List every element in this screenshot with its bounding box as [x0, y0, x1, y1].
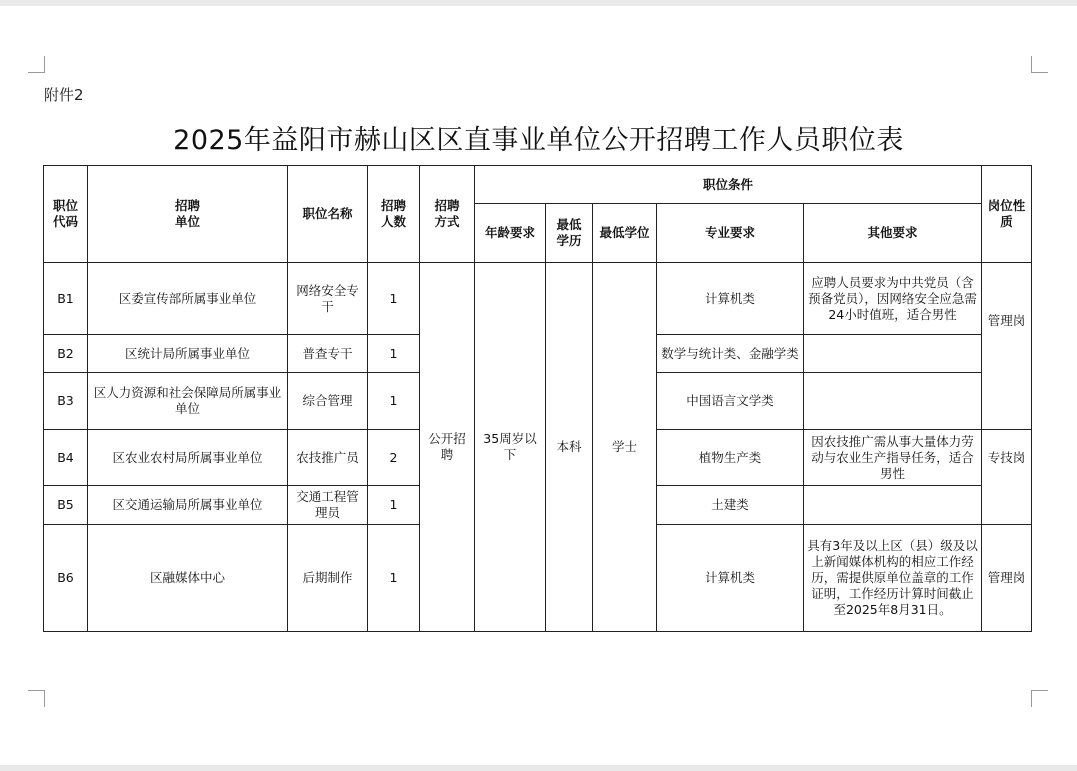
header-position: 职位名称 — [288, 166, 368, 263]
header-education: 最低 学历 — [546, 204, 593, 263]
crop-mark-top-right — [1031, 56, 1048, 73]
row-unit: 区委宣传部所属事业单位 — [88, 263, 288, 335]
row-position: 后期制作 — [288, 525, 368, 632]
row-code: B6 — [44, 525, 88, 632]
row-nature: 专技岗 — [982, 430, 1032, 525]
row-unit: 区交通运输局所属事业单位 — [88, 486, 288, 525]
row-other — [804, 373, 982, 430]
row-position: 网络安全专干 — [288, 263, 368, 335]
row-major: 计算机类 — [657, 525, 804, 632]
row-other: 具有3年及以上区（县）级及以上新闻媒体机构的相应工作经历，需提供原单位盖章的工作证明，工作经历计算时间截止至2025年8月31日。 — [804, 525, 982, 632]
row-other — [804, 486, 982, 525]
row-count: 1 — [368, 373, 420, 430]
header-unit: 招聘 单位 — [88, 166, 288, 263]
shared-method: 公开招聘 — [420, 263, 475, 632]
shared-degree: 学士 — [593, 263, 657, 632]
crop-mark-bottom-right — [1031, 690, 1048, 707]
header-age: 年龄要求 — [475, 204, 546, 263]
row-major: 计算机类 — [657, 263, 804, 335]
position-table — [43, 165, 1032, 632]
header-method: 招聘 方式 — [420, 166, 475, 263]
row-other: 应聘人员要求为中共党员（含预备党员），因网络安全应急需24小时值班，适合男性 — [804, 263, 982, 335]
row-position: 交通工程管理员 — [288, 486, 368, 525]
crop-mark-bottom-left — [28, 690, 45, 707]
row-nature: 管理岗 — [982, 263, 1032, 430]
row-code: B1 — [44, 263, 88, 335]
row-code: B2 — [44, 335, 88, 373]
row-major: 土建类 — [657, 486, 804, 525]
row-unit: 区统计局所属事业单位 — [88, 335, 288, 373]
row-major: 数学与统计类、金融学类 — [657, 335, 804, 373]
table-row — [44, 263, 1032, 335]
header-row-1 — [44, 166, 1032, 204]
row-major: 植物生产类 — [657, 430, 804, 486]
shared-education: 本科 — [546, 263, 593, 632]
row-position: 综合管理 — [288, 373, 368, 430]
row-count: 1 — [368, 263, 420, 335]
row-nature: 管理岗 — [982, 525, 1032, 632]
crop-mark-top-left — [28, 56, 45, 73]
header-nature: 岗位性 质 — [982, 166, 1032, 263]
row-other: 因农技推广需从事大量体力劳动与农业生产指导任务，适合男性 — [804, 430, 982, 486]
header-major: 专业要求 — [657, 204, 804, 263]
row-count: 1 — [368, 525, 420, 632]
page-title: 2025年益阳市赫山区区直事业单位公开招聘工作人员职位表 — [173, 125, 904, 156]
row-code: B4 — [44, 430, 88, 486]
row-count: 1 — [368, 486, 420, 525]
row-count: 2 — [368, 430, 420, 486]
header-degree: 最低学位 — [593, 204, 657, 263]
attachment-label: 附件2 — [44, 86, 84, 104]
shared-age: 35周岁以下 — [475, 263, 546, 632]
row-position: 农技推广员 — [288, 430, 368, 486]
row-code: B5 — [44, 486, 88, 525]
row-major: 中国语言文学类 — [657, 373, 804, 430]
row-other — [804, 335, 982, 373]
row-code: B3 — [44, 373, 88, 430]
header-count: 招聘 人数 — [368, 166, 420, 263]
row-unit: 区农业农村局所属事业单位 — [88, 430, 288, 486]
header-conditions: 职位条件 — [475, 166, 982, 204]
row-unit: 区人力资源和社会保障局所属事业单位 — [88, 373, 288, 430]
row-unit: 区融媒体中心 — [88, 525, 288, 632]
header-code: 职位 代码 — [44, 166, 88, 263]
row-position: 普查专干 — [288, 335, 368, 373]
row-count: 1 — [368, 335, 420, 373]
header-other: 其他要求 — [804, 204, 982, 263]
